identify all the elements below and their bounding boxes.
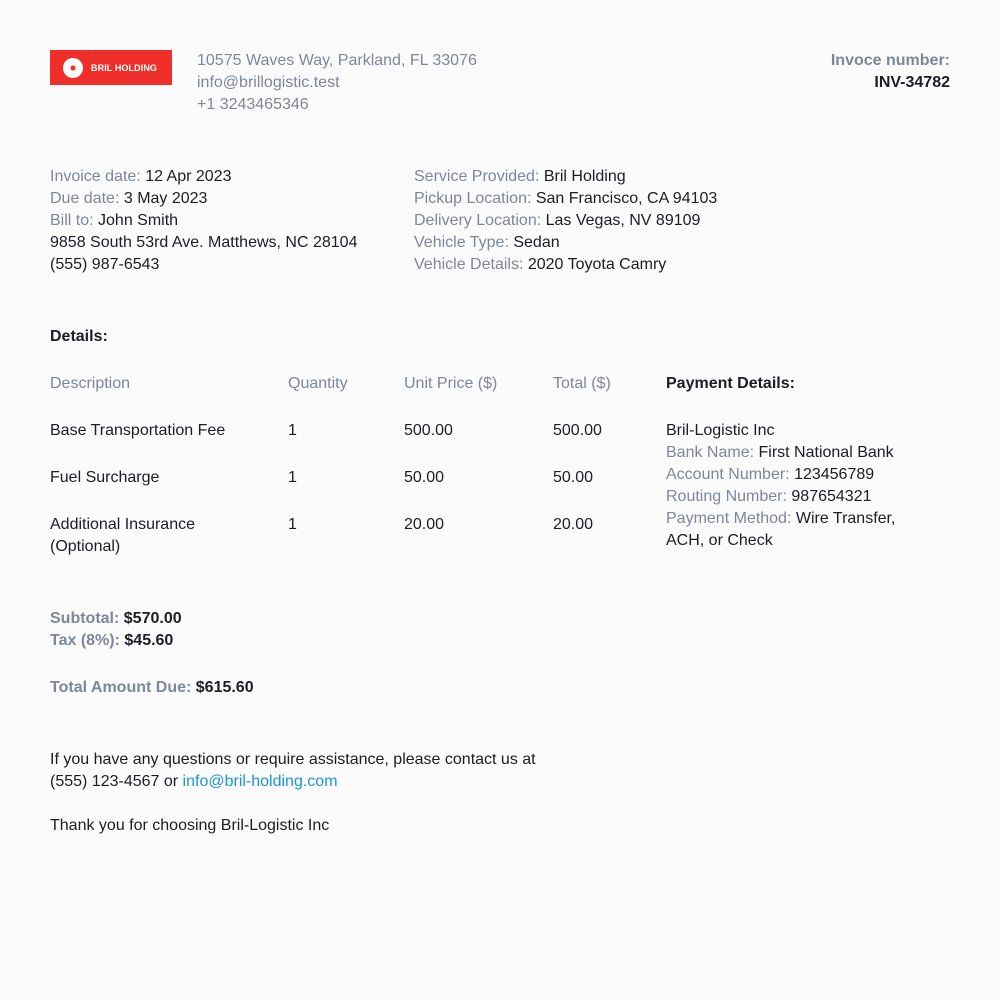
- bill-to-label: Bill to:: [50, 212, 94, 229]
- service-label: Service Provided:: [414, 168, 540, 185]
- header-quantity: Quantity: [288, 375, 348, 392]
- bill-to-address: 9858 South 53rd Ave. Matthews, NC 28104: [50, 234, 358, 251]
- company-address: 10575 Waves Way, Parkland, FL 33076: [197, 52, 477, 69]
- delivery-label: Delivery Location:: [414, 212, 542, 229]
- subtotal-label: Subtotal:: [50, 610, 120, 627]
- method-value: Wire Transfer,: [795, 510, 896, 527]
- total-due-label: Total Amount Due:: [50, 679, 192, 696]
- due-date-label: Due date:: [50, 190, 120, 207]
- vehicle-details-label: Vehicle Details:: [414, 256, 524, 273]
- pickup-value: San Francisco, CA 94103: [535, 190, 718, 207]
- payment-details: [666, 420, 926, 552]
- pickup-label: Pickup Location:: [414, 190, 532, 207]
- row-3-description-line2: (Optional): [50, 538, 121, 555]
- delivery-value: Las Vegas, NV 89109: [545, 212, 701, 229]
- vehicle-type-label: Vehicle Type:: [414, 234, 509, 251]
- bill-to-row: [50, 210, 357, 232]
- logo-text: BRIL HOLDING: [91, 62, 158, 73]
- total-due-row: [50, 677, 254, 699]
- row-3-quantity: 1: [288, 516, 297, 533]
- row-1-quantity: 1: [288, 422, 297, 439]
- vehicle-details-row: [414, 254, 717, 276]
- vehicle-type-row: [414, 232, 717, 254]
- contact-note-line1: If you have any questions or require assistance, please contact us at: [50, 751, 536, 768]
- vehicle-details-value: 2020 Toyota Camry: [527, 256, 667, 273]
- service-info: [414, 166, 717, 276]
- delivery-row: [414, 210, 717, 232]
- row-2-total: 50.00: [553, 469, 594, 486]
- tax-row: [50, 630, 182, 652]
- billing-info: [50, 166, 357, 276]
- contact-phone: (555) 123-4567 or: [50, 773, 179, 790]
- header-unit-price: Unit Price ($): [404, 375, 498, 392]
- details-title: Details:: [50, 328, 108, 345]
- contact-note-line2: [50, 771, 610, 793]
- header-description: Description: [50, 375, 131, 392]
- row-1-total: 500.00: [553, 422, 602, 439]
- account-row: [666, 464, 926, 486]
- invoice-number-label: Invoce number:: [830, 52, 950, 69]
- due-date-row: [50, 188, 357, 210]
- vehicle-type-value: Sedan: [513, 234, 560, 251]
- bank-row: [666, 442, 926, 464]
- service-row: [414, 166, 717, 188]
- company-phone: +1 3243465346: [197, 96, 309, 113]
- row-1-unit-price: 500.00: [404, 422, 453, 439]
- row-3-description-block: [50, 514, 195, 558]
- row-2-unit-price: 50.00: [404, 469, 445, 486]
- subtotal-value: $570.00: [123, 610, 182, 627]
- row-2-description: Fuel Surcharge: [50, 469, 160, 486]
- method-label: Payment Method:: [666, 510, 792, 527]
- pickup-row: [414, 188, 717, 210]
- thank-you-note: Thank you for choosing Bril-Logistic Inc: [50, 817, 330, 834]
- contact-note: [50, 749, 610, 793]
- total-due-value: $615.60: [195, 679, 254, 696]
- routing-value: 987654321: [791, 488, 872, 505]
- row-3-total: 20.00: [553, 516, 594, 533]
- account-value: 123456789: [794, 466, 875, 483]
- bill-to-phone: (555) 987-6543: [50, 256, 160, 273]
- payment-company: Bril-Logistic Inc: [666, 422, 775, 439]
- routing-row: [666, 486, 926, 508]
- totals-block: [50, 608, 182, 652]
- tax-value: $45.60: [124, 632, 174, 649]
- method-row: [666, 508, 926, 530]
- company-contact: [197, 50, 477, 116]
- tax-label: Tax (8%):: [50, 632, 120, 649]
- invoice-date-row: [50, 166, 357, 188]
- account-label: Account Number:: [666, 466, 790, 483]
- bill-to-name: John Smith: [98, 212, 179, 229]
- row-3-unit-price: 20.00: [404, 516, 445, 533]
- subtotal-row: [50, 608, 182, 630]
- payment-title: Payment Details:: [666, 375, 795, 392]
- invoice-number: INV-34782: [874, 74, 950, 91]
- company-logo: [50, 50, 172, 85]
- row-2-quantity: 1: [288, 469, 297, 486]
- contact-email-link[interactable]: info@bril-holding.com: [182, 773, 338, 790]
- service-value: Bril Holding: [543, 168, 626, 185]
- company-email: info@brillogistic.test: [197, 74, 340, 91]
- invoice-date-label: Invoice date:: [50, 168, 141, 185]
- routing-label: Routing Number:: [666, 488, 787, 505]
- header-total: Total ($): [553, 375, 611, 392]
- invoice-number-block: [831, 50, 950, 94]
- due-date: 3 May 2023: [123, 190, 208, 207]
- row-1-description: Base Transportation Fee: [50, 422, 226, 439]
- row-3-description: Additional Insurance: [50, 516, 195, 533]
- bank-value: First National Bank: [758, 444, 894, 461]
- gear-badge-icon: [63, 58, 83, 78]
- method-value-line2: ACH, or Check: [666, 532, 773, 549]
- invoice-date: 12 Apr 2023: [145, 168, 232, 185]
- bank-label: Bank Name:: [666, 444, 755, 461]
